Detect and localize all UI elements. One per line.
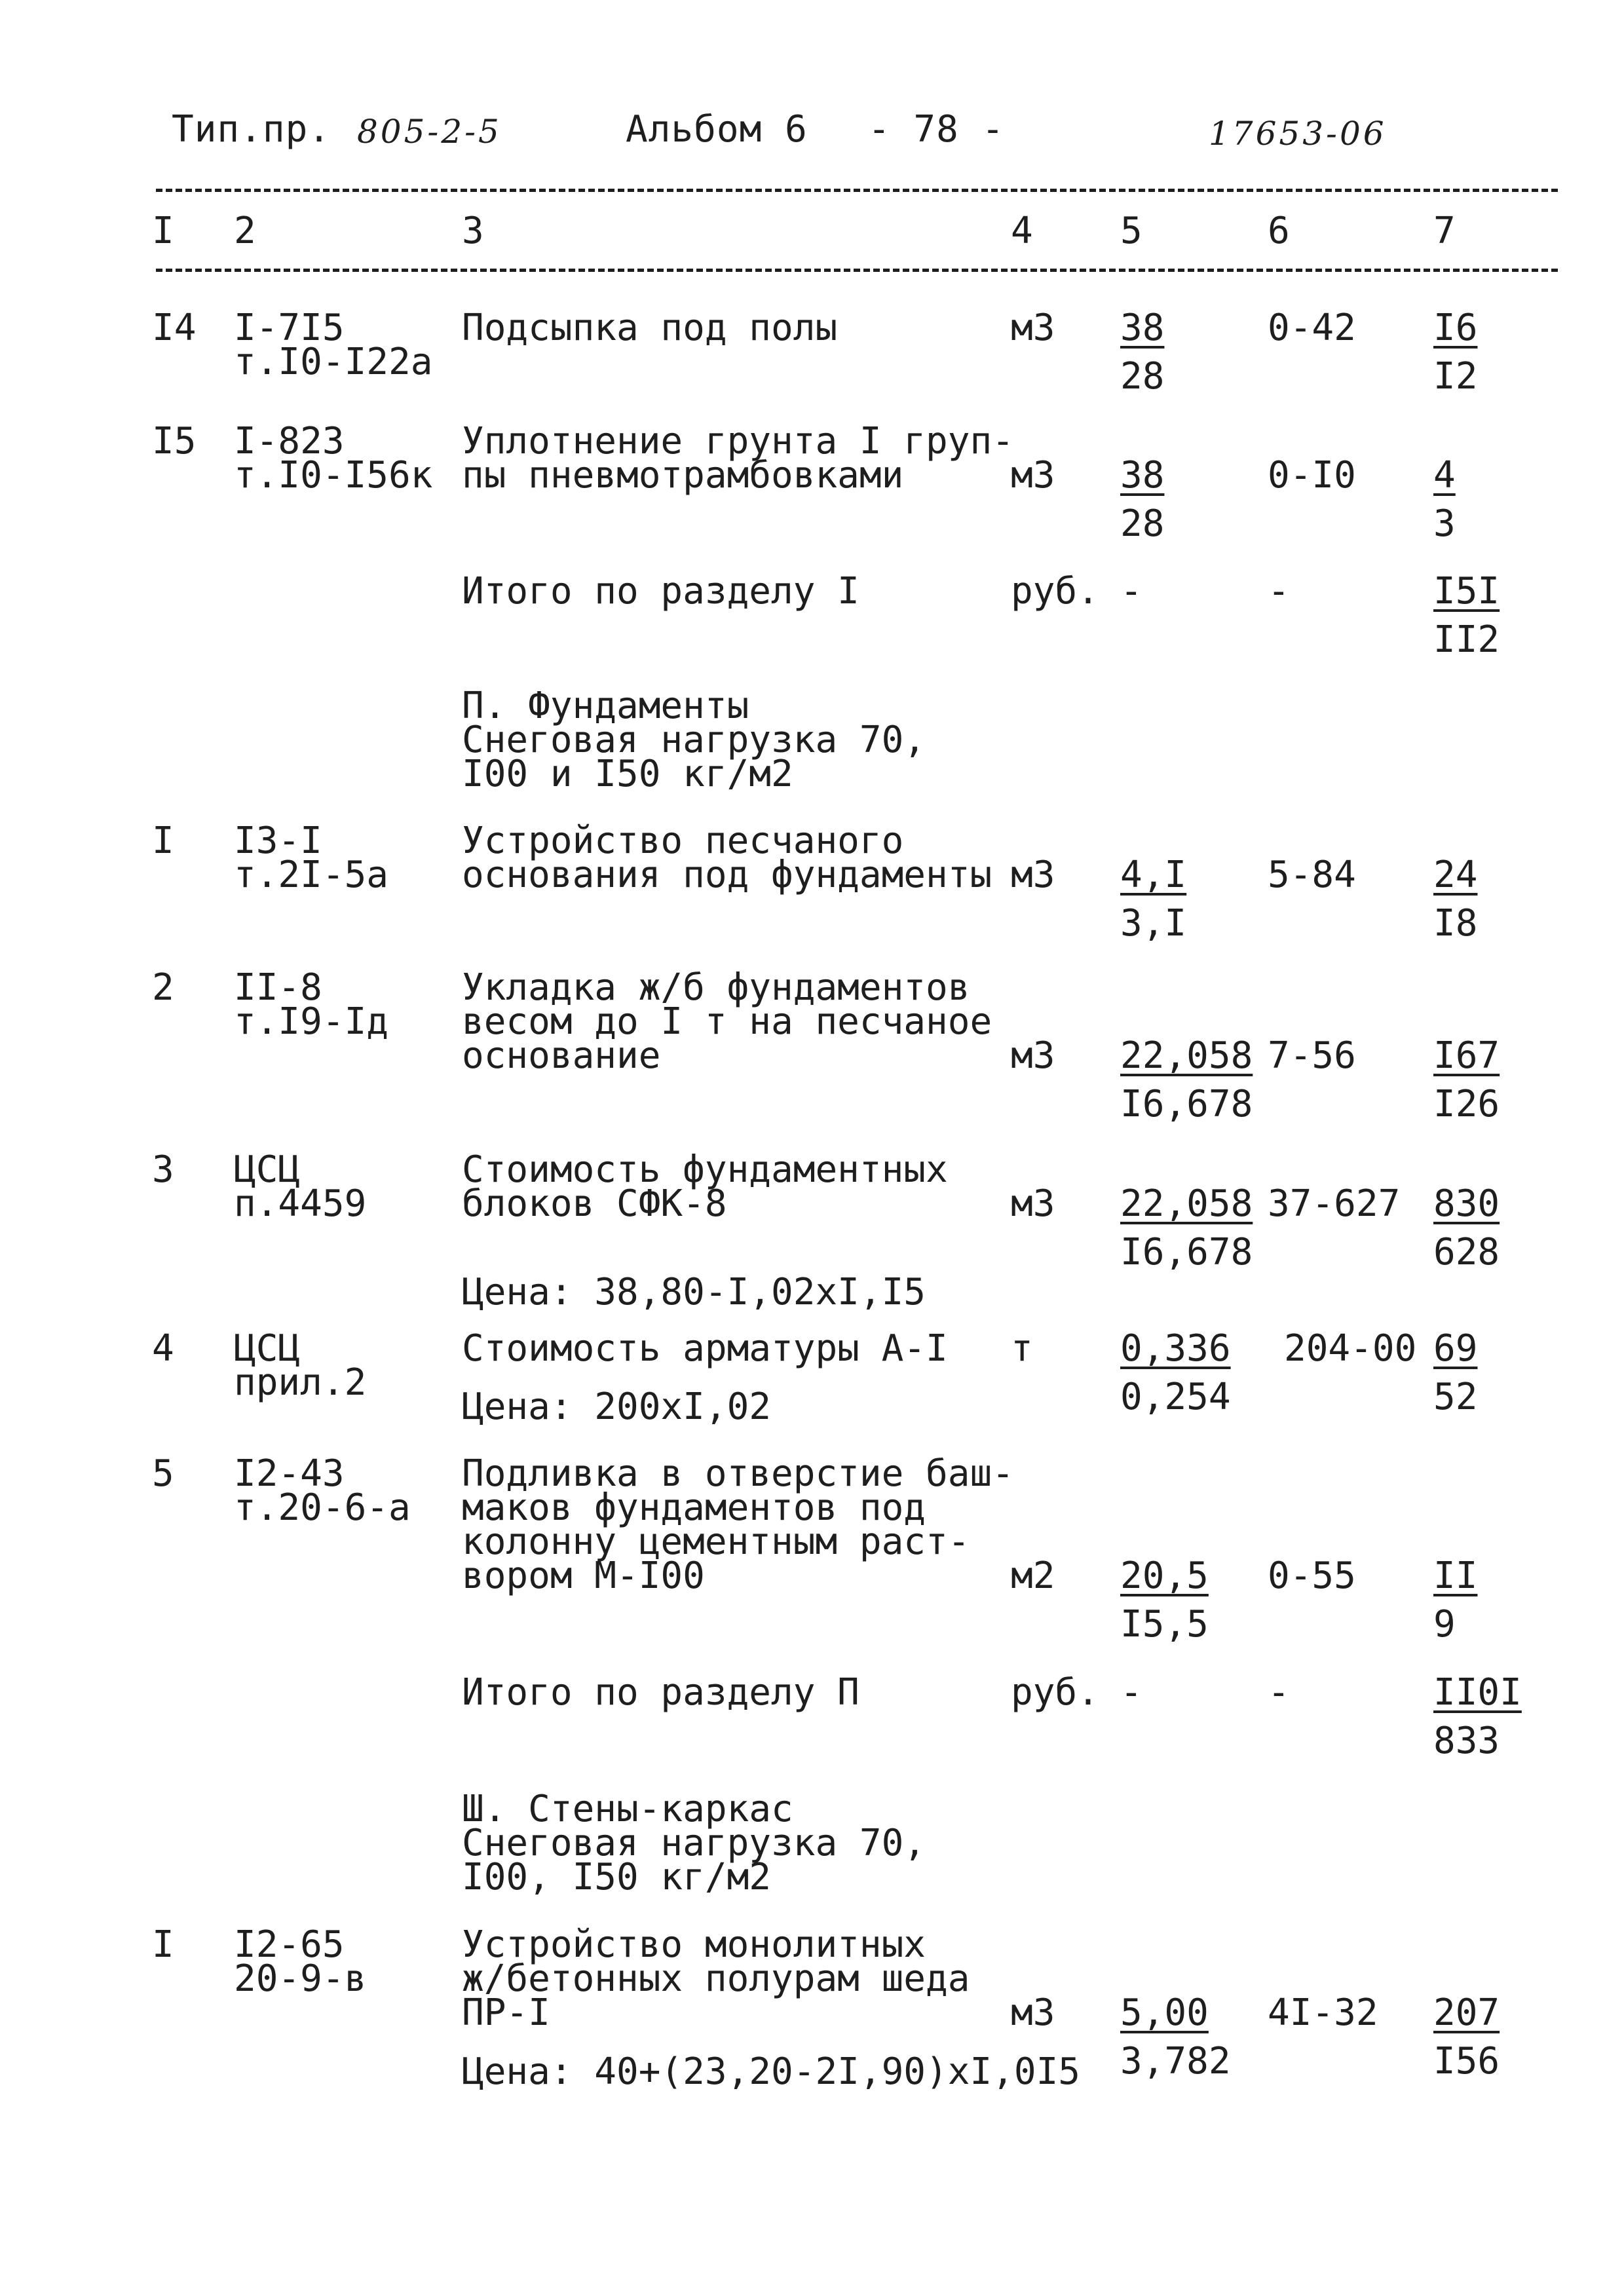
- total-label: Итого по разделу I: [462, 570, 859, 613]
- rate-code-line: I2-43: [234, 1452, 345, 1495]
- quantity-denominator: I6,678: [1120, 1083, 1253, 1125]
- rate-code-line: I2-65: [234, 1923, 345, 1966]
- rate-code-line: т.20-6-а: [234, 1486, 411, 1529]
- cost-numerator: II: [1433, 1555, 1478, 1597]
- unit-price: 0-I0: [1268, 454, 1356, 497]
- work-name-line: ж/бетонных полурам шеда: [462, 1957, 970, 2000]
- quantity-denominator: 0,254: [1120, 1376, 1231, 1418]
- cost-denominator: 52: [1433, 1376, 1478, 1418]
- work-name-line: блоков СФК-8: [462, 1182, 727, 1225]
- rate-code-line: II-8: [234, 966, 322, 1009]
- unit-price: 204-00: [1284, 1327, 1417, 1370]
- unit: м3: [1011, 854, 1055, 896]
- unit: руб.: [1011, 570, 1099, 613]
- quantity-denominator: 28: [1120, 355, 1165, 398]
- price-dash: -: [1268, 1671, 1290, 1714]
- quantity-dash: -: [1120, 1671, 1142, 1714]
- header-prefix: Тип.пр.: [172, 108, 331, 151]
- work-name-line: вором М-I00: [462, 1555, 705, 1597]
- quantity-denominator: 28: [1120, 502, 1165, 545]
- quantity-numerator: 22,058: [1120, 1182, 1253, 1225]
- work-name-line: Устройство монолитных: [462, 1923, 926, 1966]
- cost-denominator: I26: [1433, 1083, 1500, 1125]
- unit-price: 0-55: [1268, 1555, 1356, 1597]
- rate-code-line: ЦСЦ: [234, 1148, 301, 1191]
- rate-code-line: прил.2: [234, 1361, 367, 1404]
- row-number: I5: [152, 420, 197, 462]
- row-number: I: [152, 1923, 174, 1966]
- work-name-line: Стоимость фундаментных: [462, 1148, 948, 1191]
- column-header-7: 7: [1433, 210, 1456, 252]
- rate-code-line: I-7I5: [234, 307, 345, 349]
- rate-code-line: т.2I-5а: [234, 854, 389, 896]
- header-project-code: 805-2-5: [357, 113, 502, 151]
- quantity-numerator: 22,058: [1120, 1034, 1253, 1077]
- unit-price: 37-627: [1268, 1182, 1401, 1225]
- work-name-line: ПР-I: [462, 1991, 550, 2034]
- section-subtitle: Снеговая нагрузка 70,: [462, 1822, 926, 1864]
- cost-numerator: 830: [1433, 1182, 1500, 1225]
- row-number: I4: [152, 307, 197, 349]
- cost-denominator: I8: [1433, 902, 1478, 945]
- unit: м3: [1011, 1034, 1055, 1077]
- cost-denominator: I56: [1433, 2040, 1500, 2083]
- cost-numerator: II0I: [1433, 1671, 1522, 1714]
- work-name-line: Уплотнение грунта I груп-: [462, 420, 1014, 462]
- cost-denominator: I2: [1433, 355, 1478, 398]
- total-label: Итого по разделу П: [462, 1671, 859, 1714]
- section-subtitle: I00 и I50 кг/м2: [462, 753, 793, 795]
- cost-numerator: 4: [1433, 454, 1456, 497]
- header-rule-top: [156, 189, 1558, 192]
- row-number: 2: [152, 966, 174, 1009]
- work-name-line: основание: [462, 1034, 661, 1077]
- unit: м3: [1011, 454, 1055, 497]
- unit-price: 7-56: [1268, 1034, 1356, 1077]
- unit-price: 0-42: [1268, 307, 1356, 349]
- column-header-3: 3: [462, 210, 484, 252]
- rate-code-line: п.4459: [234, 1182, 367, 1225]
- header-page-number: - 78 -: [868, 108, 1005, 151]
- unit: м3: [1011, 1991, 1055, 2034]
- cost-denominator: 3: [1433, 502, 1456, 545]
- column-header-2: 2: [234, 210, 256, 252]
- unit: м3: [1011, 307, 1055, 349]
- header-album: Альбом 6: [626, 108, 808, 151]
- column-header-1: I: [152, 210, 174, 252]
- cost-numerator: 69: [1433, 1327, 1478, 1370]
- header-doc-number: 17653-06: [1209, 115, 1387, 153]
- rate-code-line: ЦСЦ: [234, 1327, 301, 1370]
- section-subtitle: Снеговая нагрузка 70,: [462, 719, 926, 761]
- quantity-numerator: 4,I: [1120, 854, 1187, 896]
- unit-price: 5-84: [1268, 854, 1356, 896]
- work-name-line: Укладка ж/б фундаментов: [462, 966, 970, 1009]
- unit: т: [1011, 1327, 1033, 1370]
- column-header-5: 5: [1120, 210, 1142, 252]
- quantity-numerator: 20,5: [1120, 1555, 1209, 1597]
- quantity-numerator: 0,336: [1120, 1327, 1231, 1370]
- section-title: Ш. Стены-каркас: [462, 1788, 793, 1830]
- rate-code-line: т.I0-I22а: [234, 341, 433, 383]
- cost-denominator: 628: [1433, 1231, 1500, 1274]
- quantity-dash: -: [1120, 570, 1142, 613]
- quantity-numerator: 5,00: [1120, 1991, 1209, 2034]
- cost-numerator: I5I: [1433, 570, 1500, 613]
- cost-denominator: 833: [1433, 1720, 1500, 1762]
- quantity-denominator: 3,I: [1120, 902, 1187, 945]
- price-dash: -: [1268, 570, 1290, 613]
- header-rule-bottom: [156, 269, 1558, 272]
- rate-code-line: 20-9-в: [234, 1957, 367, 2000]
- rate-code-line: I3-I: [234, 820, 322, 862]
- work-name-line: маков фундаментов под: [462, 1486, 926, 1529]
- work-name-line: основания под фундаменты: [462, 854, 992, 896]
- rate-code-line: т.I9-Iд: [234, 1000, 389, 1043]
- price-note: Цена: 40+(23,20-2I,90)хI,0I5: [462, 2050, 1081, 2093]
- cost-numerator: I67: [1433, 1034, 1500, 1077]
- work-name-line: Подливка в отверстие баш-: [462, 1452, 1014, 1495]
- quantity-denominator: 3,782: [1120, 2040, 1231, 2083]
- section-subtitle: I00, I50 кг/м2: [462, 1856, 772, 1898]
- unit: м3: [1011, 1182, 1055, 1225]
- rate-code-line: т.I0-I56к: [234, 454, 433, 497]
- work-name-line: весом до I т на песчаное: [462, 1000, 992, 1043]
- quantity-denominator: I6,678: [1120, 1231, 1253, 1274]
- quantity-numerator: 38: [1120, 307, 1165, 349]
- row-number: 3: [152, 1148, 174, 1191]
- section-title: П. Фундаменты: [462, 685, 749, 727]
- cost-denominator: 9: [1433, 1603, 1456, 1646]
- row-number: 4: [152, 1327, 174, 1370]
- column-header-4: 4: [1011, 210, 1033, 252]
- quantity-denominator: I5,5: [1120, 1603, 1209, 1646]
- cost-numerator: I6: [1433, 307, 1478, 349]
- work-name-line: Стоимость арматуры А-I: [462, 1327, 948, 1370]
- cost-numerator: 207: [1433, 1991, 1500, 2034]
- column-header-6: 6: [1268, 210, 1290, 252]
- work-name-line: колонну цементным раст-: [462, 1520, 970, 1563]
- unit-price: 4I-32: [1268, 1991, 1378, 2034]
- cost-denominator: II2: [1433, 618, 1500, 661]
- cost-numerator: 24: [1433, 854, 1478, 896]
- quantity-numerator: 38: [1120, 454, 1165, 497]
- work-name-line: Подсыпка под полы: [462, 307, 838, 349]
- work-name-line: Устройство песчаного: [462, 820, 904, 862]
- work-name-line: пы пневмотрамбовками: [462, 454, 904, 497]
- unit: м2: [1011, 1555, 1055, 1597]
- rate-code-line: I-823: [234, 420, 345, 462]
- price-note: Цена: 38,80-I,02хI,I5: [462, 1271, 926, 1313]
- unit: руб.: [1011, 1671, 1099, 1714]
- row-number: 5: [152, 1452, 174, 1495]
- price-note: Цена: 200хI,02: [462, 1386, 772, 1428]
- row-number: I: [152, 820, 174, 862]
